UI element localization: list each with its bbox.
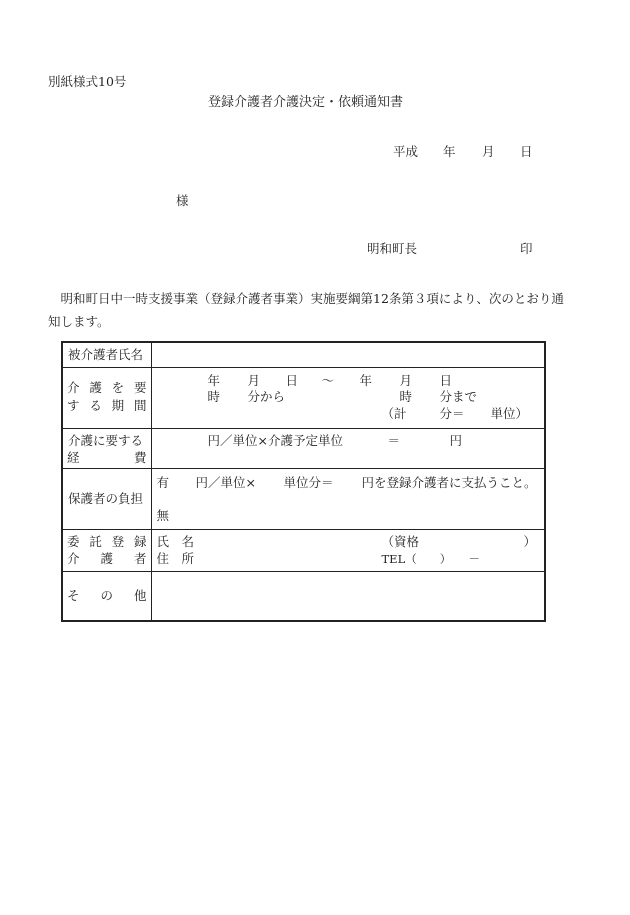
burden-formula-a: 円／単位× — [195, 474, 256, 490]
period-min-from: 分から — [247, 388, 286, 404]
label-cell — [62, 428, 151, 468]
label-cell — [62, 571, 151, 621]
table-row-care-cost — [62, 428, 545, 468]
table-row-care-period — [62, 367, 545, 428]
period-year1: 年 — [207, 372, 221, 388]
period-unit-close: 単位） — [490, 405, 529, 421]
caregiver-qualification-open: （資格 — [381, 533, 420, 549]
label-guardian-burden: 保護者の負担 — [68, 490, 144, 506]
table-row-guardian-burden — [62, 468, 545, 529]
table-row-caregiver — [62, 529, 545, 571]
label-other: そ の 他 — [67, 587, 147, 603]
period-tilde: 〜 — [321, 372, 335, 388]
label-care-cost-line2: 経 費 — [67, 449, 147, 465]
date-year: 年 — [443, 144, 456, 159]
label-caregiver-line2: 介 護 者 — [67, 550, 147, 566]
period-total-open: （計 — [381, 405, 407, 421]
guardian-burden-field[interactable] — [151, 468, 545, 529]
form-number: 別紙様式10号 — [48, 74, 127, 89]
period-month2: 月 — [399, 372, 413, 388]
date-month: 月 — [482, 144, 495, 159]
label-care-cost-line1: 介護に要する — [68, 432, 144, 448]
period-month1: 月 — [247, 372, 261, 388]
period-hour2: 時 — [399, 388, 413, 404]
care-recipient-field[interactable] — [151, 342, 545, 367]
body-text: 明和町日中一時支援事業（登録介護者事業）実施要綱第12条第３項により、次のとおり通知します。 — [48, 291, 564, 329]
period-day1: 日 — [285, 372, 299, 388]
date-era: 平成 — [393, 144, 419, 159]
label-care-period-line1: 介 護 を 要 — [67, 379, 147, 395]
table-row-other — [62, 571, 545, 621]
caregiver-name-label: 氏 名 — [156, 533, 195, 549]
label-caregiver-line1: 委 託 登 録 — [67, 533, 147, 549]
period-min-eq: 分＝ — [439, 405, 465, 421]
caregiver-tel: TEL（ ） － — [381, 551, 480, 566]
table-row-care-recipient — [62, 342, 545, 367]
other-field[interactable] — [151, 571, 545, 621]
issuer-seal: 印 — [520, 241, 533, 256]
date-day: 日 — [520, 144, 533, 159]
care-cost-eq: ＝ — [387, 432, 401, 448]
caregiver-field[interactable] — [151, 529, 545, 571]
document-title: 登録介護者介護決定・依頼通知書 — [208, 95, 404, 110]
label-cell — [62, 529, 151, 571]
label-cell — [62, 468, 151, 529]
burden-formula-c: 円を登録介護者に支払うこと。 — [361, 474, 537, 490]
label-care-recipient: 被介護者氏名 — [68, 347, 144, 362]
period-day2: 日 — [439, 372, 453, 388]
period-min-until: 分まで — [439, 388, 478, 404]
label-care-period-line2: す る 期 間 — [67, 397, 147, 413]
issuer-title: 明和町長 — [367, 241, 418, 256]
burden-no: 無 — [156, 507, 170, 523]
label-cell — [62, 367, 151, 428]
care-cost-yen: 円 — [449, 432, 463, 448]
care-cost-field[interactable] — [151, 428, 545, 468]
notification-table — [61, 341, 546, 622]
caregiver-address-label: 住 所 — [156, 550, 195, 566]
caregiver-qualification-close: ） — [523, 533, 537, 549]
period-year2: 年 — [359, 372, 373, 388]
care-cost-formula: 円／単位×介護予定単位 — [207, 432, 343, 448]
recipient-suffix: 様 — [176, 193, 189, 208]
care-period-field[interactable] — [151, 367, 545, 428]
burden-yes: 有 — [156, 474, 170, 490]
period-hour1: 時 — [207, 388, 221, 404]
burden-formula-b: 単位分＝ — [283, 474, 334, 490]
label-cell — [62, 342, 151, 367]
